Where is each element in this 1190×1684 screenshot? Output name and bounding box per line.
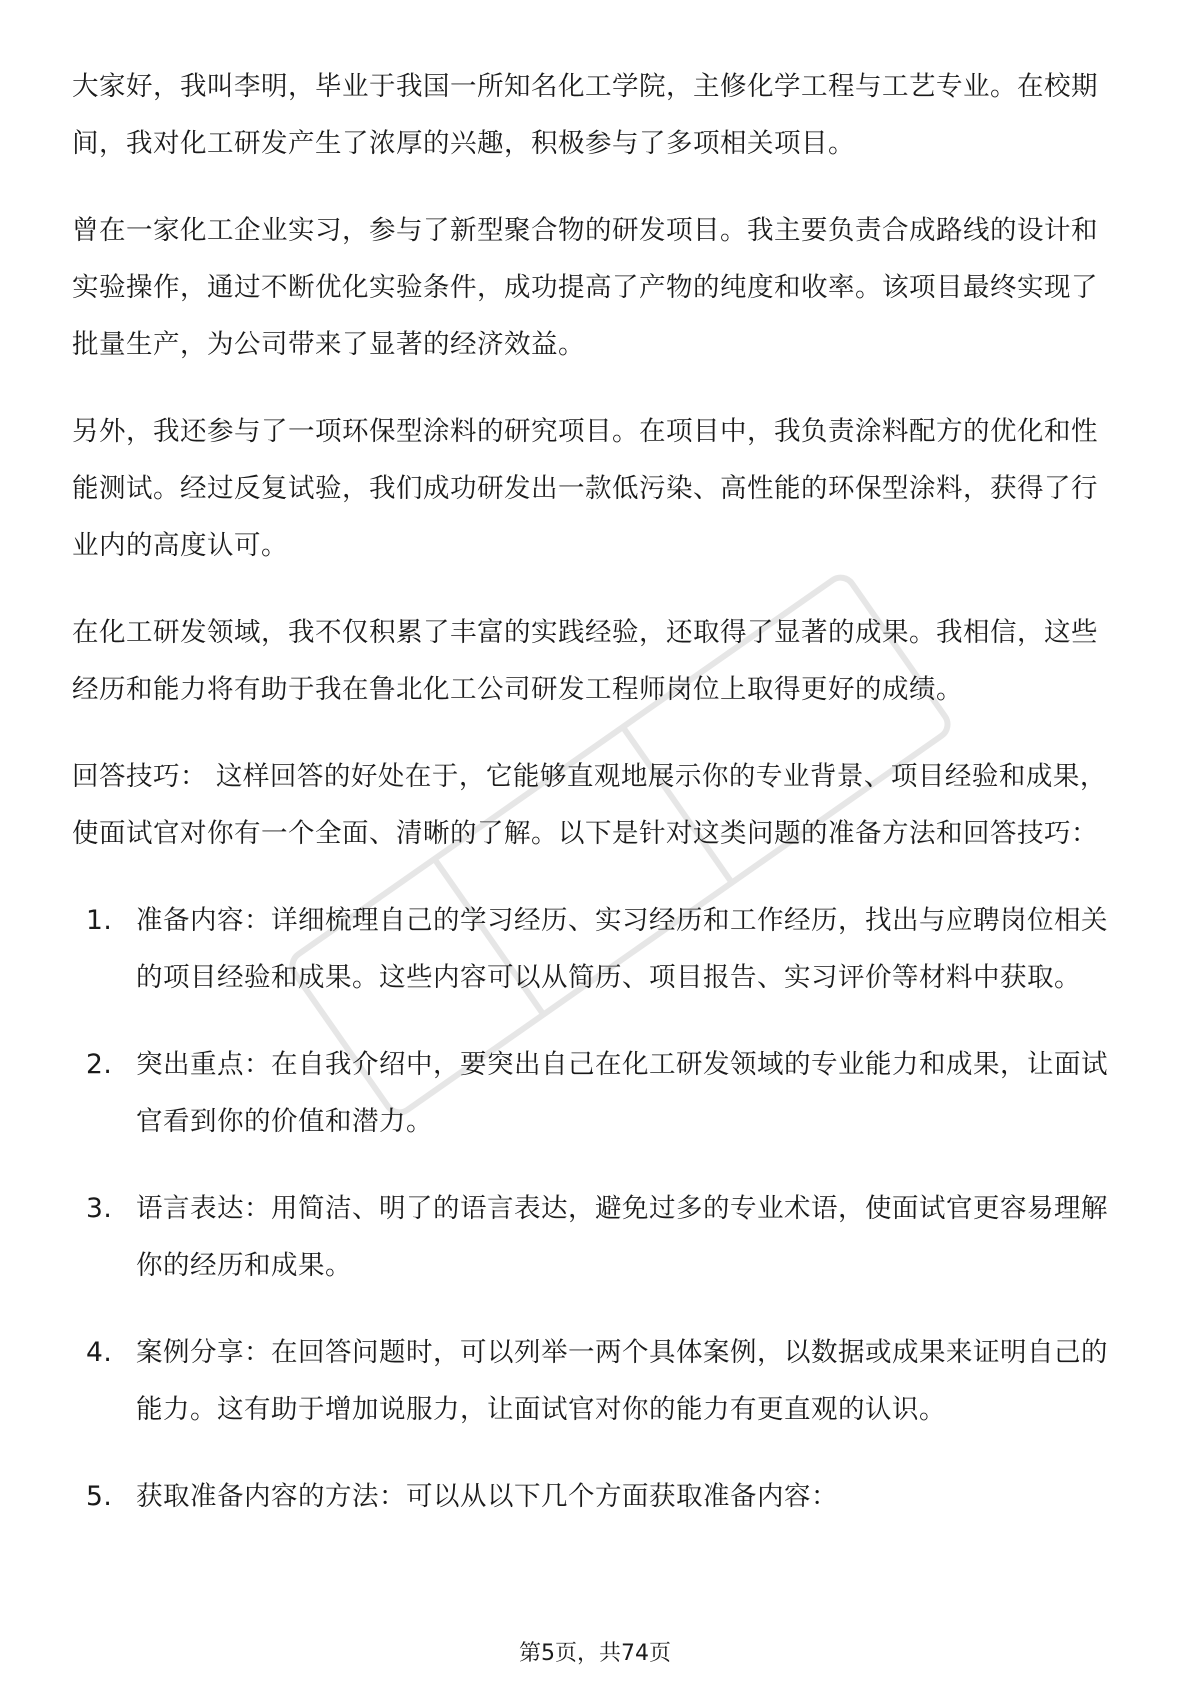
list-item-text: 准备内容：详细梳理自己的学习经历、实习经历和工作经历，找出与应聘岗位相关的项目经验和成果。这些内容可以从简历、项目报告、实习评价等材料中获取。: [136, 905, 1108, 993]
page-number: 第5页，共74页: [519, 1641, 671, 1666]
paragraph-answer-tips: 回答技巧： 这样回答的好处在于，它能够直观地展示你的专业背景、项目经验和成果，使面试官对你有一个全面、清晰的了解。以下是针对这类问题的准备方法和回答技巧：: [72, 761, 1107, 849]
list-item: [86, 1036, 1122, 1150]
paragraph-internship: 曾在一家化工企业实习，参与了新型聚合物的研发项目。我主要负责合成路线的设计和实验操作，通过不断优化实验条件，成功提高了产物的纯度和收率。该项目最终实现了批量生产，为公司带来了显著的经济效益。: [72, 215, 1098, 360]
list-item-number: 2.: [86, 1049, 113, 1080]
list-item: [86, 892, 1122, 1006]
list-item-text: 语言表达：用简洁、明了的语言表达，避免过多的专业术语，使面试官更容易理解你的经历和成果。: [136, 1193, 1108, 1281]
list-item-text: 案例分享：在回答问题时，可以列举一两个具体案例，以数据或成果来证明自己的能力。这有助于增加说服力，让面试官对你的能力有更直观的认识。: [136, 1337, 1108, 1425]
paragraph-summary: 在化工研发领域，我不仅积累了丰富的实践经验，还取得了显著的成果。我相信，这些经历和能力将有助于我在鲁北化工公司研发工程师岗位上取得更好的成绩。: [72, 617, 1098, 705]
tips-list: [72, 892, 1122, 1525]
list-item: [86, 1324, 1122, 1438]
list-item-number: 5.: [86, 1481, 113, 1512]
list-item-number: 1.: [86, 905, 113, 936]
list-item-text: 获取准备内容的方法：可以从以下几个方面获取准备内容：: [136, 1481, 838, 1512]
paragraph-intro: 大家好，我叫李明，毕业于我国一所知名化工学院，主修化学工程与工艺专业。在校期间，我对化工研发产生了浓厚的兴趣，积极参与了多项相关项目。: [72, 71, 1098, 159]
list-item-number: 4.: [86, 1337, 113, 1368]
list-item: [86, 1180, 1122, 1294]
list-item: [86, 1468, 1122, 1525]
list-item-number: 3.: [86, 1193, 113, 1224]
document-body: [72, 58, 1122, 1555]
list-item-text: 突出重点：在自我介绍中，要突出自己在化工研发领域的专业能力和成果，让面试官看到你的价值和潜力。: [136, 1049, 1108, 1137]
paragraph-coating-project: 另外，我还参与了一项环保型涂料的研究项目。在项目中，我负责涂料配方的优化和性能测试。经过反复试验，我们成功研发出一款低污染、高性能的环保型涂料，获得了行业内的高度认可。: [72, 416, 1098, 561]
